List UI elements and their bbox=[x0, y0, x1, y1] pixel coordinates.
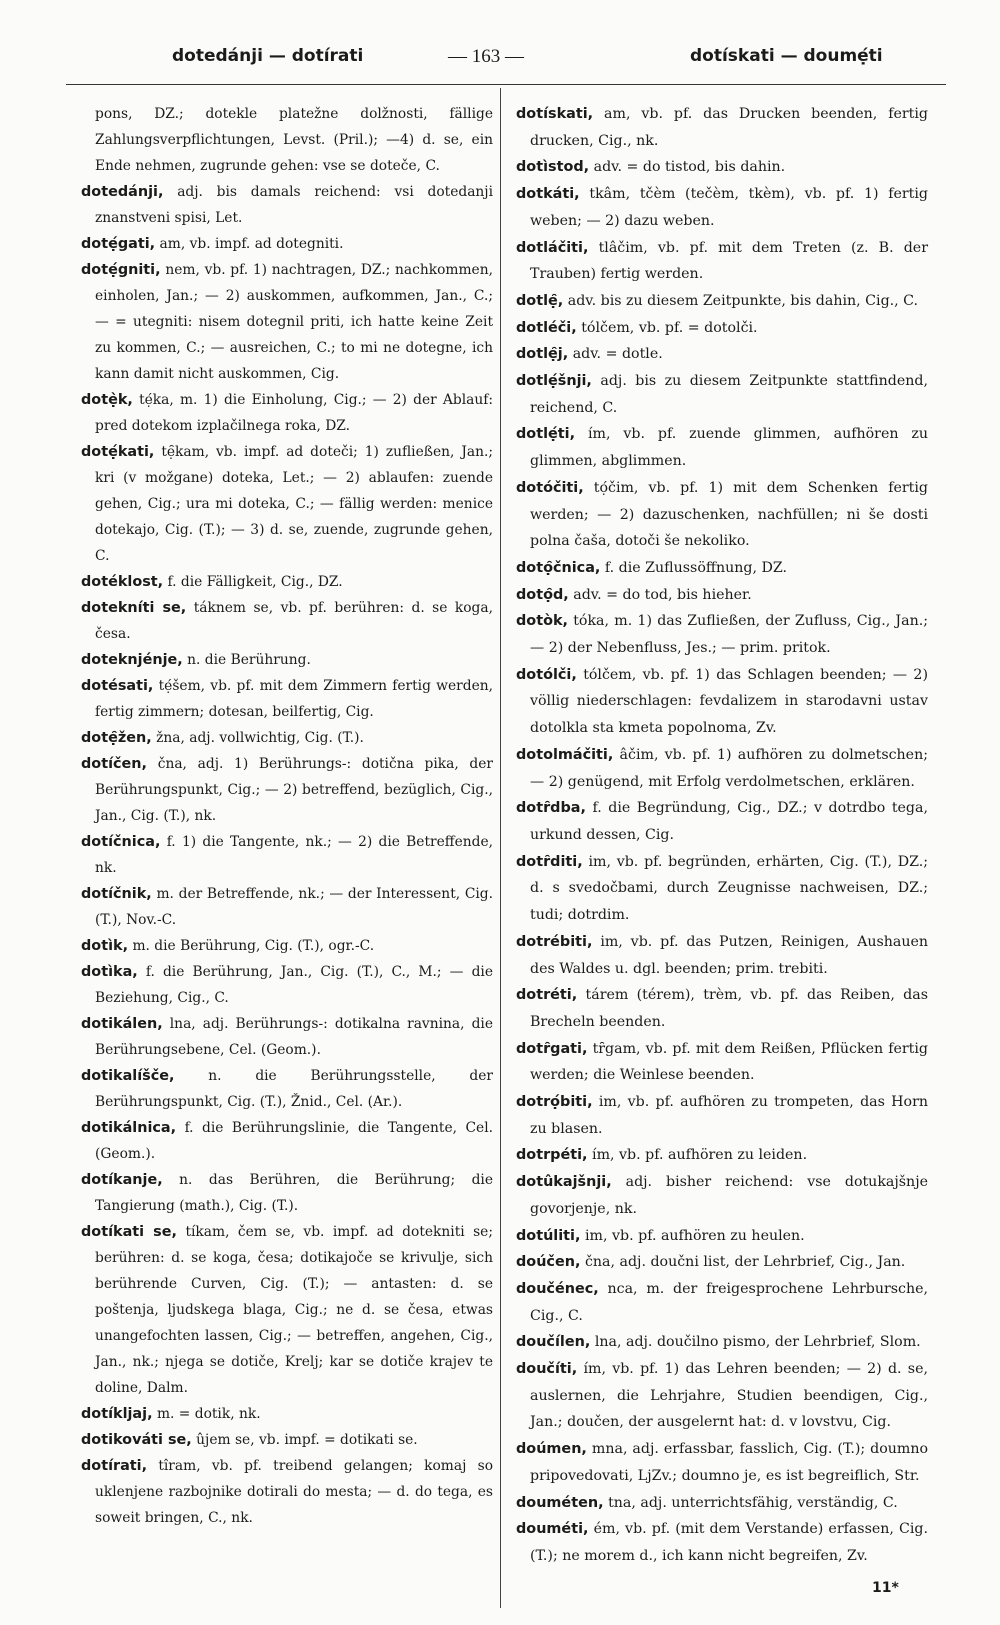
entry-definition: f. die Berührungslinie, die Tangente, Cel. (Geom.). bbox=[95, 1120, 493, 1162]
entry-definition: tíkam, čem se, vb. impf. ad dotekniti se; berühren: d. se koga, česa; dotikajoče se krivulje, sich berührende Curven, Cig. (T.); — antasten: d. se poštenja, ljudskega blaga, Cig.; ne d. se česa, etwas unangefochten lassen, Cig.; — betreffen, angehen, Cig., Jan., nk.; njega se dotiče, Krelj; kar se dotiče krajev te doline, Dalm. bbox=[95, 1224, 493, 1396]
entry-definition: tna, adj. unterrichtsfähig, verständig, C. bbox=[608, 1494, 898, 1511]
dictionary-entry bbox=[516, 181, 928, 234]
header-right-range: dotískati — doumẹ́ti bbox=[690, 46, 883, 66]
entry-headword: dotláčiti, bbox=[516, 239, 589, 256]
entry-headword: dotȓditi, bbox=[516, 853, 583, 870]
dictionary-entry bbox=[81, 959, 493, 1011]
entry-headword: dotírati, bbox=[81, 1458, 148, 1474]
entry-headword: dotọ̑čnica, bbox=[516, 559, 601, 576]
entry-headword: dotolmáčiti, bbox=[516, 746, 614, 763]
entry-headword: dotrébiti, bbox=[516, 933, 593, 950]
entry-definition: am, vb. impf. ad dotegniti. bbox=[159, 236, 344, 252]
dictionary-entry bbox=[516, 795, 928, 848]
dictionary-entry bbox=[516, 1516, 928, 1569]
dictionary-entry bbox=[516, 288, 928, 315]
entry-definition: nem, vb. pf. 1) nachtragen, DZ.; nachkommen, einholen, Jan.; — 2) auskommen, aufkommen, Jan., C.; — = utegniti: nisem dotegnil priti, ich hatte keine Zeit zu kommen, C.; — ausreichen, C.; to mi ne dotegne, ich kann damit nicht auskommen, Cig. bbox=[95, 262, 493, 382]
entry-headword: dotlẹ̑j, bbox=[516, 346, 569, 363]
entry-headword: doteknjénje, bbox=[81, 652, 183, 668]
entry-headword: dotȓgati, bbox=[516, 1040, 588, 1057]
entry-definition: tlâčim, vb. pf. mit dem Treten (z. B. der Trauben) fertig werden. bbox=[530, 239, 928, 283]
entry-headword: dotíkljaj, bbox=[81, 1406, 153, 1422]
entry-headword: douméten, bbox=[516, 1494, 604, 1511]
entry-definition: ím, vb. pf. aufhören zu leiden. bbox=[592, 1147, 808, 1164]
dictionary-entry bbox=[81, 1219, 493, 1401]
left-column bbox=[81, 101, 493, 1531]
entry-headword: doúmen, bbox=[516, 1441, 587, 1458]
entry-definition: am, vb. pf. das Drucken beenden, fertig drucken, Cig., nk. bbox=[530, 106, 928, 149]
entry-definition: m. = dotik, nk. bbox=[156, 1406, 261, 1422]
entry-definition: n. die Berührung. bbox=[187, 652, 311, 668]
signature-mark: 11* bbox=[872, 1580, 899, 1596]
entry-headword: dotẹ́gati, bbox=[81, 236, 156, 252]
dictionary-entry bbox=[516, 982, 928, 1035]
dictionary-entry bbox=[81, 439, 493, 569]
entry-headword: dotọ̑d, bbox=[516, 586, 569, 603]
entry-definition: čna, adj. doučni list, der Lehrbrief, Cig., Jan. bbox=[584, 1254, 906, 1271]
dictionary-entry bbox=[81, 1063, 493, 1115]
entry-headword: dotikováti se, bbox=[81, 1432, 192, 1448]
entry-definition: n. das Berühren, die Berührung; die Tangierung (math.), Cig. (T.). bbox=[95, 1172, 493, 1214]
entry-definition: im, vb. pf. aufhören zu trompeten, das Horn zu blasen. bbox=[530, 1094, 928, 1137]
entry-definition: adj. bis zu diesem Zeitpunkte stattfindend, reichend, C. bbox=[530, 373, 928, 416]
entry-headword: dotrpéti, bbox=[516, 1147, 588, 1164]
dictionary-entry bbox=[516, 475, 928, 555]
page-header bbox=[0, 0, 1000, 90]
entry-definition: ím, vb. pf. 1) das Lehren beenden; — 2) d. se, auslernen, die Lehrjahre, Studien beendigen, Cig., Jan.; doučen, der ausgelernt hat: d. v lovstvu, Cig. bbox=[530, 1361, 928, 1431]
entry-definition: tólčem, vb. pf. 1) das Schlagen beenden; — 2) völlig niederschlagen: fevdalizem in starodavni ustav dotolkla sta kmeta popolnoma, Zv. bbox=[530, 666, 928, 737]
dictionary-entry bbox=[516, 1356, 928, 1436]
entry-headword: dotikálen, bbox=[81, 1016, 163, 1032]
dictionary-entry bbox=[81, 1011, 493, 1063]
dictionary-entry bbox=[81, 569, 493, 595]
dictionary-entry bbox=[81, 1115, 493, 1167]
entry-definition: tọ́čim, vb. pf. 1) mit dem Schenken fertig werden; — 2) dazuschenken, nachfüllen; ni še dosti polna čaša, dotoči še nekoliko. bbox=[530, 479, 929, 550]
entry-headword: dotȓdba, bbox=[516, 800, 586, 817]
dictionary-entry bbox=[516, 1329, 928, 1356]
entry-headword: dotìka, bbox=[81, 964, 138, 980]
entry-definition: tȓgam, vb. pf. mit dem Reißen, Pflücken fertig werden; die Weinlese beenden. bbox=[530, 1040, 928, 1084]
dictionary-entry bbox=[516, 555, 928, 582]
entry-headword: dotûkajšnji, bbox=[516, 1174, 612, 1191]
entry-definition: im, vb. pf. aufhören zu heulen. bbox=[584, 1227, 805, 1244]
entry-headword: dotẹ́kati, bbox=[81, 444, 155, 460]
dictionary-entry bbox=[516, 662, 928, 742]
dictionary-entry bbox=[516, 1142, 928, 1169]
entry-headword: dotkáti, bbox=[516, 186, 580, 203]
dictionary-entry bbox=[81, 829, 493, 881]
entry-headword: dotikalíšče, bbox=[81, 1068, 175, 1084]
entry-headword: douméti, bbox=[516, 1521, 589, 1538]
entry-definition: adv. bis zu diesem Zeitpunkte, bis dahin, Cig., C. bbox=[567, 292, 919, 309]
entry-definition: tẹ́šem, vb. pf. mit dem Zimmern fertig werden, fertig zimmern; dotesan, beilfertig, Cig. bbox=[95, 678, 494, 720]
right-column bbox=[516, 101, 928, 1570]
entry-headword: dotléči, bbox=[516, 319, 577, 336]
entry-definition: táknem se, vb. pf. berühren: d. se koga, česa. bbox=[95, 600, 493, 642]
entry-definition: tẹ́ka, m. 1) die Einholung, Cig.; — 2) der Ablauf: pred dotekom izplačilnega roka, DZ. bbox=[95, 392, 493, 434]
entry-definition: pons, DZ.; dotekle platežne dolžnosti, fällige Zahlungsverpflichtungen, Levst. (Pril.); —4) d. se, ein Ende nehmen, zugrunde gehen: vse se doteče, C. bbox=[95, 106, 493, 174]
entry-headword: dotésati, bbox=[81, 678, 154, 694]
entry-headword: dotíkanje, bbox=[81, 1172, 163, 1188]
dictionary-entry bbox=[81, 933, 493, 959]
entry-headword: dotéklost, bbox=[81, 574, 164, 590]
entry-headword: dotólči, bbox=[516, 666, 577, 683]
entry-definition: tîram, vb. pf. treibend gelangen; komaj so uklenjene razbojnike dotirali do mesta; — d. do tega, es soweit bringen, C., nk. bbox=[95, 1458, 494, 1526]
dictionary-entry bbox=[516, 1089, 928, 1142]
entry-headword: doučílen, bbox=[516, 1334, 591, 1351]
entry-headword: dotlẹ́šnji, bbox=[516, 373, 592, 390]
entry-definition: f. die Begründung, Cig., DZ.; v dotrdbo tega, urkund dessen, Cig. bbox=[530, 800, 928, 843]
dictionary-entry bbox=[516, 1276, 928, 1329]
entry-headword: dotréti, bbox=[516, 987, 578, 1004]
dictionary-entry bbox=[516, 1436, 928, 1489]
dictionary-entry bbox=[81, 751, 493, 829]
dictionary-entry bbox=[516, 315, 928, 342]
dictionary-entry bbox=[81, 647, 493, 673]
entry-definition: f. 1) die Tangente, nk.; — 2) die Betreffende, nk. bbox=[95, 834, 493, 876]
dictionary-entry bbox=[516, 582, 928, 609]
entry-definition: m. der Betreffende, nk.; — der Interessent, Cig. (T.), Nov.-C. bbox=[95, 886, 494, 928]
entry-definition: n. die Berührungsstelle, der Berührungspunkt, Cig. (T.), Žnid., Cel. (Ar.). bbox=[95, 1068, 493, 1110]
dictionary-entry bbox=[516, 929, 928, 982]
dictionary-entry bbox=[516, 608, 928, 661]
entry-headword: dotòk, bbox=[516, 613, 568, 630]
entry-definition: lna, adj. doučilno pismo, der Lehrbrief, Slom. bbox=[594, 1334, 921, 1351]
entry-definition: tárem (térem), trèm, vb. pf. das Reiben, das Brecheln beenden. bbox=[530, 987, 929, 1030]
dictionary-entry bbox=[516, 341, 928, 368]
dictionary-entry bbox=[81, 1167, 493, 1219]
dictionary-entry bbox=[516, 1490, 928, 1517]
entry-headword: dotìstod, bbox=[516, 159, 590, 176]
entry-definition: nca, m. der freigesprochene Lehrbursche, Cig., C. bbox=[530, 1280, 929, 1324]
dictionary-entry bbox=[516, 154, 928, 181]
entry-definition: mna, adj. erfassbar, fasslich, Cig. (T.); doumno pripovedovati, LjZv.; doumno je, es ist begreiflich, Str. bbox=[530, 1441, 929, 1484]
dictionary-entry bbox=[81, 179, 493, 231]
entry-headword: dotìk, bbox=[81, 938, 129, 954]
entry-definition: im, vb. pf. begründen, erhärten, Cig. (T.), DZ.; d. s svedočbami, durch Zeugnisse nachweisen, DZ.; tudi; dotrdim. bbox=[530, 853, 928, 924]
dictionary-entry bbox=[516, 1223, 928, 1250]
entry-headword: dotóčiti, bbox=[516, 479, 584, 496]
entry-definition: adv. = dotle. bbox=[572, 346, 663, 363]
entry-definition: tkâm, tčèm (tečèm, tkèm), vb. pf. 1) fertig weben; — 2) dazu weben. bbox=[530, 186, 929, 229]
entry-headword: dotikálnica, bbox=[81, 1120, 177, 1136]
entry-definition: adj. bis damals reichend: vsi dotedanji znanstveni spisi, Let. bbox=[95, 184, 493, 226]
dictionary-entry bbox=[516, 1249, 928, 1276]
dictionary-entry bbox=[516, 101, 928, 154]
entry-headword: doučénec, bbox=[516, 1280, 599, 1297]
entry-headword: dotíkati se, bbox=[81, 1224, 177, 1240]
dictionary-entry bbox=[81, 1453, 493, 1531]
entry-headword: doúčen, bbox=[516, 1254, 581, 1271]
dictionary-entry bbox=[81, 1401, 493, 1427]
entry-definition: âčim, vb. pf. 1) aufhören zu dolmetschen; — 2) genügend, mit Erfolg verdolmetschen, erklären. bbox=[530, 746, 928, 790]
entry-headword: dotúliti, bbox=[516, 1227, 581, 1244]
dictionary-entry bbox=[81, 101, 493, 179]
entry-definition: tóka, m. 1) das Zufließen, der Zufluss, Cig., Jan.; — 2) der Nebenfluss, Jes.; — prim. pritok. bbox=[530, 613, 928, 657]
entry-definition: f. die Zuflussöffnung, DZ. bbox=[604, 559, 787, 576]
entry-definition: čna, adj. 1) Berührungs-: dotična pika, der Berührungspunkt, Cig.; — 2) betreffend, bezüglich, Cig., Jan., Cig. (T.), nk. bbox=[95, 756, 494, 824]
entry-headword: dotískati, bbox=[516, 106, 594, 122]
entry-headword: dotrọ́biti, bbox=[516, 1094, 593, 1111]
header-left-range: dotedánji — dotírati bbox=[172, 46, 364, 66]
entry-definition: m. die Berührung, Cig. (T.), ogr.-C. bbox=[132, 938, 375, 954]
entry-definition: adj. bisher reichend: vse dotukajšnje govorjenje, nk. bbox=[530, 1174, 928, 1217]
entry-headword: dotedánji, bbox=[81, 184, 164, 200]
page-number: — 163 — bbox=[448, 46, 524, 67]
dictionary-entry bbox=[516, 235, 928, 288]
entry-definition: adv. = do tod, bis hieher. bbox=[573, 586, 752, 603]
entry-headword: dotekníti se, bbox=[81, 600, 187, 616]
entry-headword: dotẹ̑žen, bbox=[81, 730, 152, 746]
entry-headword: doučíti, bbox=[516, 1361, 578, 1378]
dictionary-entry bbox=[81, 673, 493, 725]
dictionary-entry bbox=[516, 1036, 928, 1089]
dictionary-entry bbox=[81, 257, 493, 387]
entry-headword: dotlẹ́ti, bbox=[516, 426, 576, 443]
entry-definition: tólčem, vb. pf. = dotolči. bbox=[581, 319, 758, 336]
dictionary-entry bbox=[81, 881, 493, 933]
entry-headword: dotlẹ̑, bbox=[516, 292, 564, 309]
dictionary-entry bbox=[516, 742, 928, 795]
entry-headword: dotẹ́gniti, bbox=[81, 262, 161, 278]
entry-headword: dotíčnica, bbox=[81, 834, 161, 850]
entry-definition: ûjem se, vb. impf. = dotikati se. bbox=[196, 1432, 418, 1448]
entry-headword: dotíčen, bbox=[81, 756, 148, 772]
dictionary-entry bbox=[81, 1427, 493, 1453]
dictionary-entry bbox=[516, 849, 928, 929]
entry-definition: ém, vb. pf. (mit dem Verstande) erfassen, Cig. (T.); ne morem d., ich kann nicht begreifen, Zv. bbox=[530, 1521, 929, 1564]
entry-headword: dotíčnik, bbox=[81, 886, 152, 902]
dictionary-entry bbox=[81, 231, 493, 257]
entry-headword: dotẹ̀k, bbox=[81, 392, 133, 408]
dictionary-entry bbox=[81, 387, 493, 439]
entry-definition: f. die Fälligkeit, Cig., DZ. bbox=[167, 574, 343, 590]
entry-definition: ím, vb. pf. zuende glimmen, aufhören zu glimmen, abglimmen. bbox=[530, 426, 928, 470]
column-divider bbox=[500, 88, 501, 1608]
header-rule bbox=[66, 84, 946, 85]
entry-definition: f. die Berührung, Jan., Cig. (T.), C., M.; — die Beziehung, Cig., C. bbox=[95, 964, 493, 1006]
entry-definition: lna, adj. Berührungs-: dotikalna ravnina, die Berührungsebene, Cel. (Geom.). bbox=[95, 1016, 493, 1058]
entry-definition: žna, adj. vollwichtig, Cig. (T.). bbox=[156, 730, 364, 746]
dictionary-entry bbox=[516, 368, 928, 421]
dictionary-entry bbox=[81, 725, 493, 751]
entry-definition: im, vb. pf. das Putzen, Reinigen, Aushauen des Waldes u. dgl. beenden; prim. trebiti. bbox=[530, 933, 929, 977]
entry-definition: tẹ̑kam, vb. impf. ad doteči; 1) zufließen, Jan.; kri (v možgane) doteka, Let.; — 2) ablaufen: zuende gehen, Cig.; ura mi doteka, C.; — fällig werden: menice dotekajo, Cig. (T.); — 3) d. se, zuende, zugrunde gehen, C. bbox=[95, 444, 494, 564]
dictionary-entry bbox=[516, 1169, 928, 1222]
dictionary-entry bbox=[81, 595, 493, 647]
entry-definition: adv. = do tistod, bis dahin. bbox=[593, 159, 786, 176]
dictionary-entry bbox=[516, 421, 928, 474]
